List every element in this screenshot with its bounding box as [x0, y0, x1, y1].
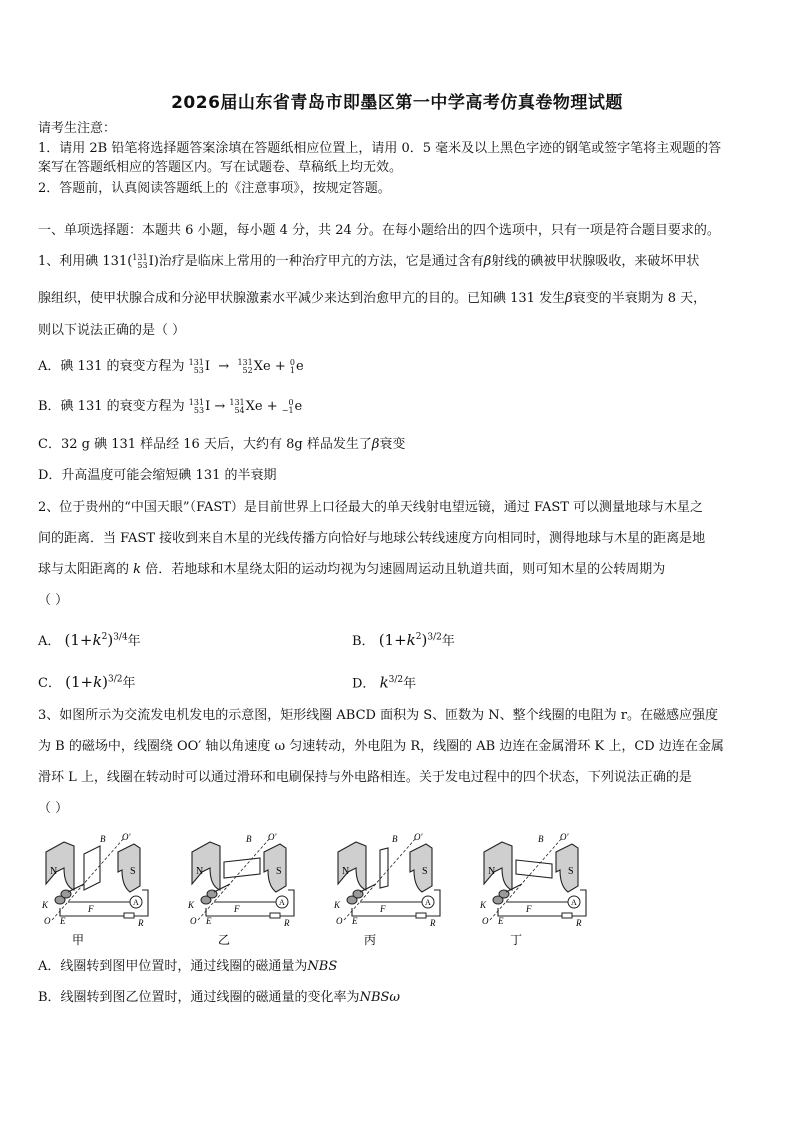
pole-s-label: S — [276, 866, 282, 877]
notice-item-1a: 1．请用 2B 铅笔将选择题答案涂填在答题纸相应位置上，请用 0．5 毫米及以上黑色字迹的钢笔或签字笔将主观题的答 — [38, 141, 722, 156]
ammeter-label: A — [425, 898, 431, 907]
q3-line-1: 3、如图所示为交流发电机发电的示意图，矩形线圈 ABCD 面积为 S、匝数为 N、整个线圈的电阻为 r。在磁感应强度 — [38, 708, 718, 723]
magnet-s — [118, 844, 140, 892]
resistor-label: R — [284, 918, 290, 928]
q3-line-3: 滑环 L 上，线圈在转动时可以通过滑环和电刷保持与外电路相连。关于发电过程中的四个状态，下列说法正确的是 — [38, 770, 692, 785]
brush-f-label: F — [88, 904, 94, 914]
notice-heading: 请考生注意： — [38, 121, 117, 136]
ammeter-label: A — [133, 898, 139, 907]
axis-label-o: O — [44, 916, 51, 926]
q1-line-3: 则以下说法正确的是（ ） — [38, 323, 186, 338]
axis-label-o-prime: O' — [560, 832, 569, 842]
brush-e-label: E — [60, 916, 66, 926]
generator-figure — [333, 832, 440, 947]
resistor — [270, 913, 280, 918]
pole-s-label: S — [130, 866, 136, 877]
notice-item-2: 2．答题前，认真阅读答题纸上的《注意事项》，按规定答题。 — [38, 181, 391, 196]
coil-label: B — [246, 834, 252, 844]
q1-option-b: B．碘 131 的衰变方程为 131 53 I → 131 54 Xe + 0 −1 e — [38, 397, 303, 415]
q3-option-b: B．线圈转到图乙位置时，通过线圈的磁通量的变化率为NBSω — [38, 990, 400, 1005]
resistor-label: R — [576, 918, 582, 928]
ring-k-label: K — [334, 900, 341, 910]
magnet-s — [410, 844, 432, 892]
coil — [380, 848, 388, 888]
coil — [84, 846, 100, 890]
resistor-label: R — [138, 918, 144, 928]
q2-option-d: D． $k^{3/2}$年 — [352, 673, 417, 692]
q3-line-2: 为 B 的磁场中，线圈绕 OO′ 轴以角速度 ω 匀速转动，外电阻为 R，线圈的 AB 边连在金属滑环 K 上，CD 边连在金属 — [38, 739, 724, 754]
magnet-s — [556, 844, 578, 892]
pole-n-label: N — [488, 866, 496, 877]
q3-line-4: （ ） — [38, 801, 69, 816]
brush-e-label: E — [352, 916, 358, 926]
q1-line-2: 腺组织，使甲状腺合成和分泌甲状腺激素水平减少来达到治愈甲亢的目的。已知碘 131 发生β衰变的半衰期为 8 天， — [38, 291, 707, 306]
q2-option-c: C． $(1+k)^{3/2}$年 — [38, 673, 136, 692]
q1-option-c: C．32 g 碘 131 样品经 16 天后，大约有 8g 样品发生了β衰变 — [38, 437, 406, 452]
q2-options-cd — [38, 671, 758, 693]
axis-label-o: O — [482, 916, 489, 926]
pole-n-label: N — [196, 866, 204, 877]
coil-label: B — [100, 834, 106, 844]
axis-label-o: O — [190, 916, 197, 926]
section-heading: 一、单项选择题：本题共 6 小题，每小题 4 分，共 24 分。在每小题给出的四个选项中，只有一项是符合题目要求的。 — [38, 223, 720, 238]
ring-k-label: K — [188, 900, 195, 910]
figure-caption: 丁 — [510, 933, 523, 947]
brush-e-label: E — [206, 916, 212, 926]
figure-caption: 丙 — [364, 933, 377, 947]
brush-f-label: F — [234, 904, 240, 914]
generator-figure — [41, 832, 148, 947]
brush-f-label: F — [526, 904, 532, 914]
brush-f-label: F — [380, 904, 386, 914]
q2-options-ab — [38, 628, 758, 651]
resistor — [416, 913, 426, 918]
coil — [516, 860, 552, 878]
generator-figures — [38, 828, 598, 950]
pole-s-label: S — [422, 866, 428, 877]
coil-label: B — [392, 834, 398, 844]
q2-line-3: 球与太阳距离的 k 倍．若地球和木星绕太阳的运动均视为匀速圆周运动且轨道共面，则可知木星的公转周期为 — [38, 562, 666, 577]
coil — [224, 858, 260, 878]
resistor-label: R — [430, 918, 436, 928]
axis-label-o: O — [336, 916, 343, 926]
axis-label-o-prime: O' — [122, 832, 131, 842]
axis-label-o-prime: O' — [268, 832, 277, 842]
generator-figure — [479, 832, 586, 947]
generator-figure — [187, 832, 294, 947]
axis-label-o-prime: O' — [414, 832, 423, 842]
figure-caption: 甲 — [72, 933, 85, 947]
brush-e-label: E — [498, 916, 504, 926]
q2-line-4: （ ） — [38, 593, 69, 608]
pole-n-label: N — [50, 866, 58, 877]
q1-line-1: 1、利用碘 131( 131 53 I)治疗是临床上常用的一种治疗甲亢的方法，它是通过含有β射线的碘被甲状腺吸收，来破坏甲状 — [38, 252, 700, 270]
q1-option-a: A．碘 131 的衰变方程为 131 53 I → 131 52 Xe + 0 1 e — [38, 357, 304, 375]
q2-option-b: B． $(1+k^2)^{3/2}$年 — [352, 631, 455, 649]
q2-option-a: A． $(1+k^2)^{3/4}$年 — [38, 631, 141, 649]
q2-line-1: 2、位于贵州的“中国天眼”（FAST）是目前世界上口径最大的单天线射电望远镜，通过 FAST 可以测量地球与木星之 — [38, 500, 704, 515]
pole-s-label: S — [568, 866, 574, 877]
page-title: 2026届山东省青岛市即墨区第一中学高考仿真卷物理试题 — [171, 93, 623, 113]
q3-option-a: A．线圈转到图甲位置时，通过线圈的磁通量为NBS — [38, 959, 338, 974]
resistor — [124, 913, 134, 918]
ring-k-label: K — [480, 900, 487, 910]
ring-k-label: K — [42, 900, 49, 910]
resistor — [562, 913, 572, 918]
notice-item-1b: 案写在答题纸相应的答题区内。写在试题卷、草稿纸上均无效。 — [38, 160, 403, 175]
q1-option-d: D．升高温度可能会缩短碘 131 的半衰期 — [38, 468, 277, 483]
ammeter-label: A — [279, 898, 285, 907]
magnet-s — [264, 844, 286, 892]
figure-caption: 乙 — [218, 933, 231, 947]
coil-label: B — [538, 834, 544, 844]
q2-line-2: 间的距离．当 FAST 接收到来自木星的光线传播方向恰好与地球公转线速度方向相同时，测得地球与木星的距离是地 — [38, 531, 706, 546]
ammeter-label: A — [571, 898, 577, 907]
pole-n-label: N — [342, 866, 350, 877]
